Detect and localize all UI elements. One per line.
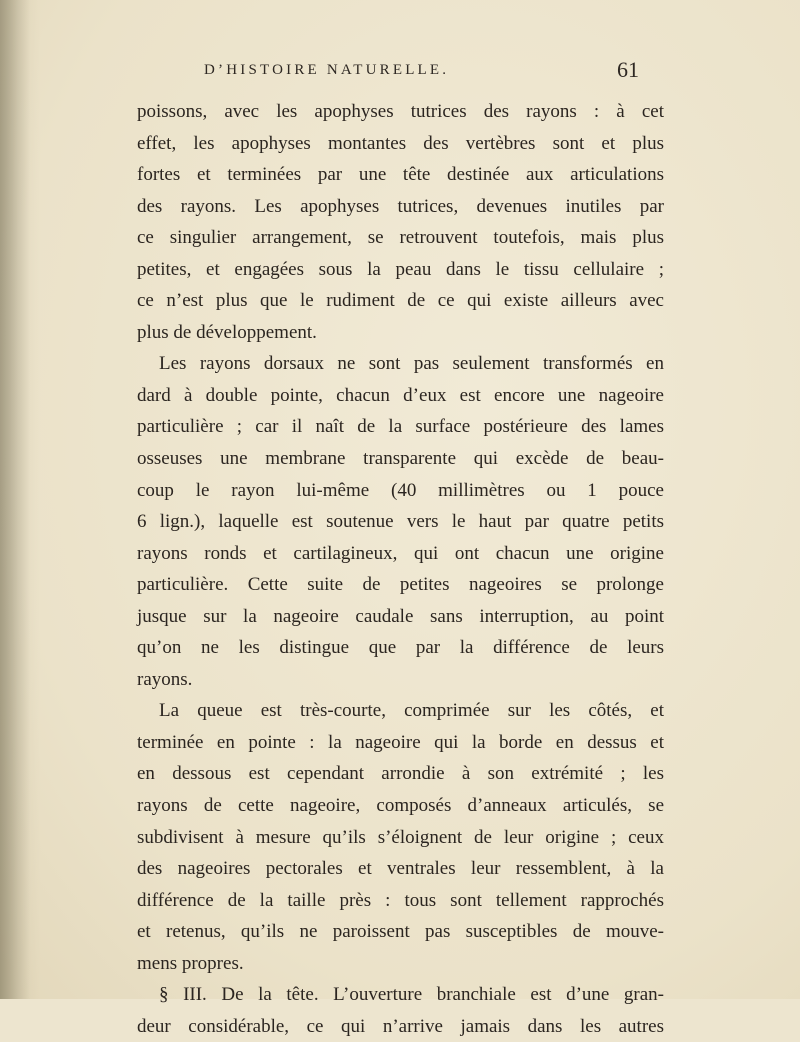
text-line: ce singulier arrangement, se retrouvent toutefois, mais plus (137, 227, 664, 249)
text-line: dard à double pointe, chacun d’eux est encore une nageoire (137, 384, 664, 406)
text-line: rayons de cette nageoire, composés d’anneaux articulés, se (137, 795, 664, 817)
page-number: 61 (617, 57, 639, 82)
body-text (137, 96, 664, 1042)
text-line: différence de la taille près : tous sont tellement rapprochés (137, 889, 664, 911)
text-line: particulière ; car il naît de la surface postérieure des lames (137, 416, 664, 438)
section-heading-line: § III. De la tête. L’ouverture branchiale est d’une gran- (159, 984, 664, 1006)
text-line: des rayons. Les apophyses tutrices, devenues inutiles par (137, 195, 664, 217)
text-line: plus de développement. (137, 321, 317, 343)
text-line: subdivisent à mesure qu’ils s’éloignent de leur origine ; ceux (137, 826, 664, 848)
text-line: osseuses une membrane transparente qui excède de beau- (137, 448, 664, 470)
text-line: particulière. Cette suite de petites nageoires se prolonge (137, 574, 664, 596)
text-line: rayons. (137, 668, 193, 690)
text-line: 6 lign.), laquelle est soutenue vers le haut par quatre petits (137, 511, 664, 533)
text-line: petites, et engagées sous la peau dans le tissu cellulaire ; (137, 258, 664, 280)
text-line: terminée en pointe : la nageoire qui la borde en dessus et (137, 731, 664, 753)
text-line: ce n’est plus que le rudiment de ce qui existe ailleurs avec (137, 290, 664, 312)
page-gutter-shadow (0, 0, 30, 999)
paragraph-start-line: La queue est très-courte, comprimée sur les côtés, et (159, 700, 664, 722)
text-line: des nageoires pectorales et ventrales leur ressemblent, à la (137, 858, 664, 880)
text-line: deur considérable, ce qui n’arrive jamais dans les autres (137, 1015, 664, 1037)
paragraph-start-line: Les rayons dorsaux ne sont pas seulement transformés en (159, 353, 664, 375)
text-line: qu’on ne les distingue que par la différence de leurs (137, 637, 664, 659)
text-line: mens propres. (137, 952, 244, 974)
text-line: fortes et terminées par une tête destinée aux articulations (137, 164, 664, 186)
text-line: et retenus, qu’ils ne paroissent pas susceptibles de mouve- (137, 921, 664, 943)
text-line: poissons, avec les apophyses tutrices des rayons : à cet (137, 101, 664, 122)
text-line: jusque sur la nageoire caudale sans interruption, au point (137, 605, 664, 627)
text-line: en dessous est cependant arrondie à son extrémité ; les (137, 763, 664, 785)
text-line: rayons ronds et cartilagineux, qui ont chacun une origine (137, 542, 664, 564)
running-head: D’HISTOIRE NATURELLE. (204, 62, 450, 78)
text-line: coup le rayon lui-même (40 millimètres ou 1 pouce (137, 479, 664, 501)
text-line: effet, les apophyses montantes des vertèbres sont et plus (137, 132, 664, 154)
